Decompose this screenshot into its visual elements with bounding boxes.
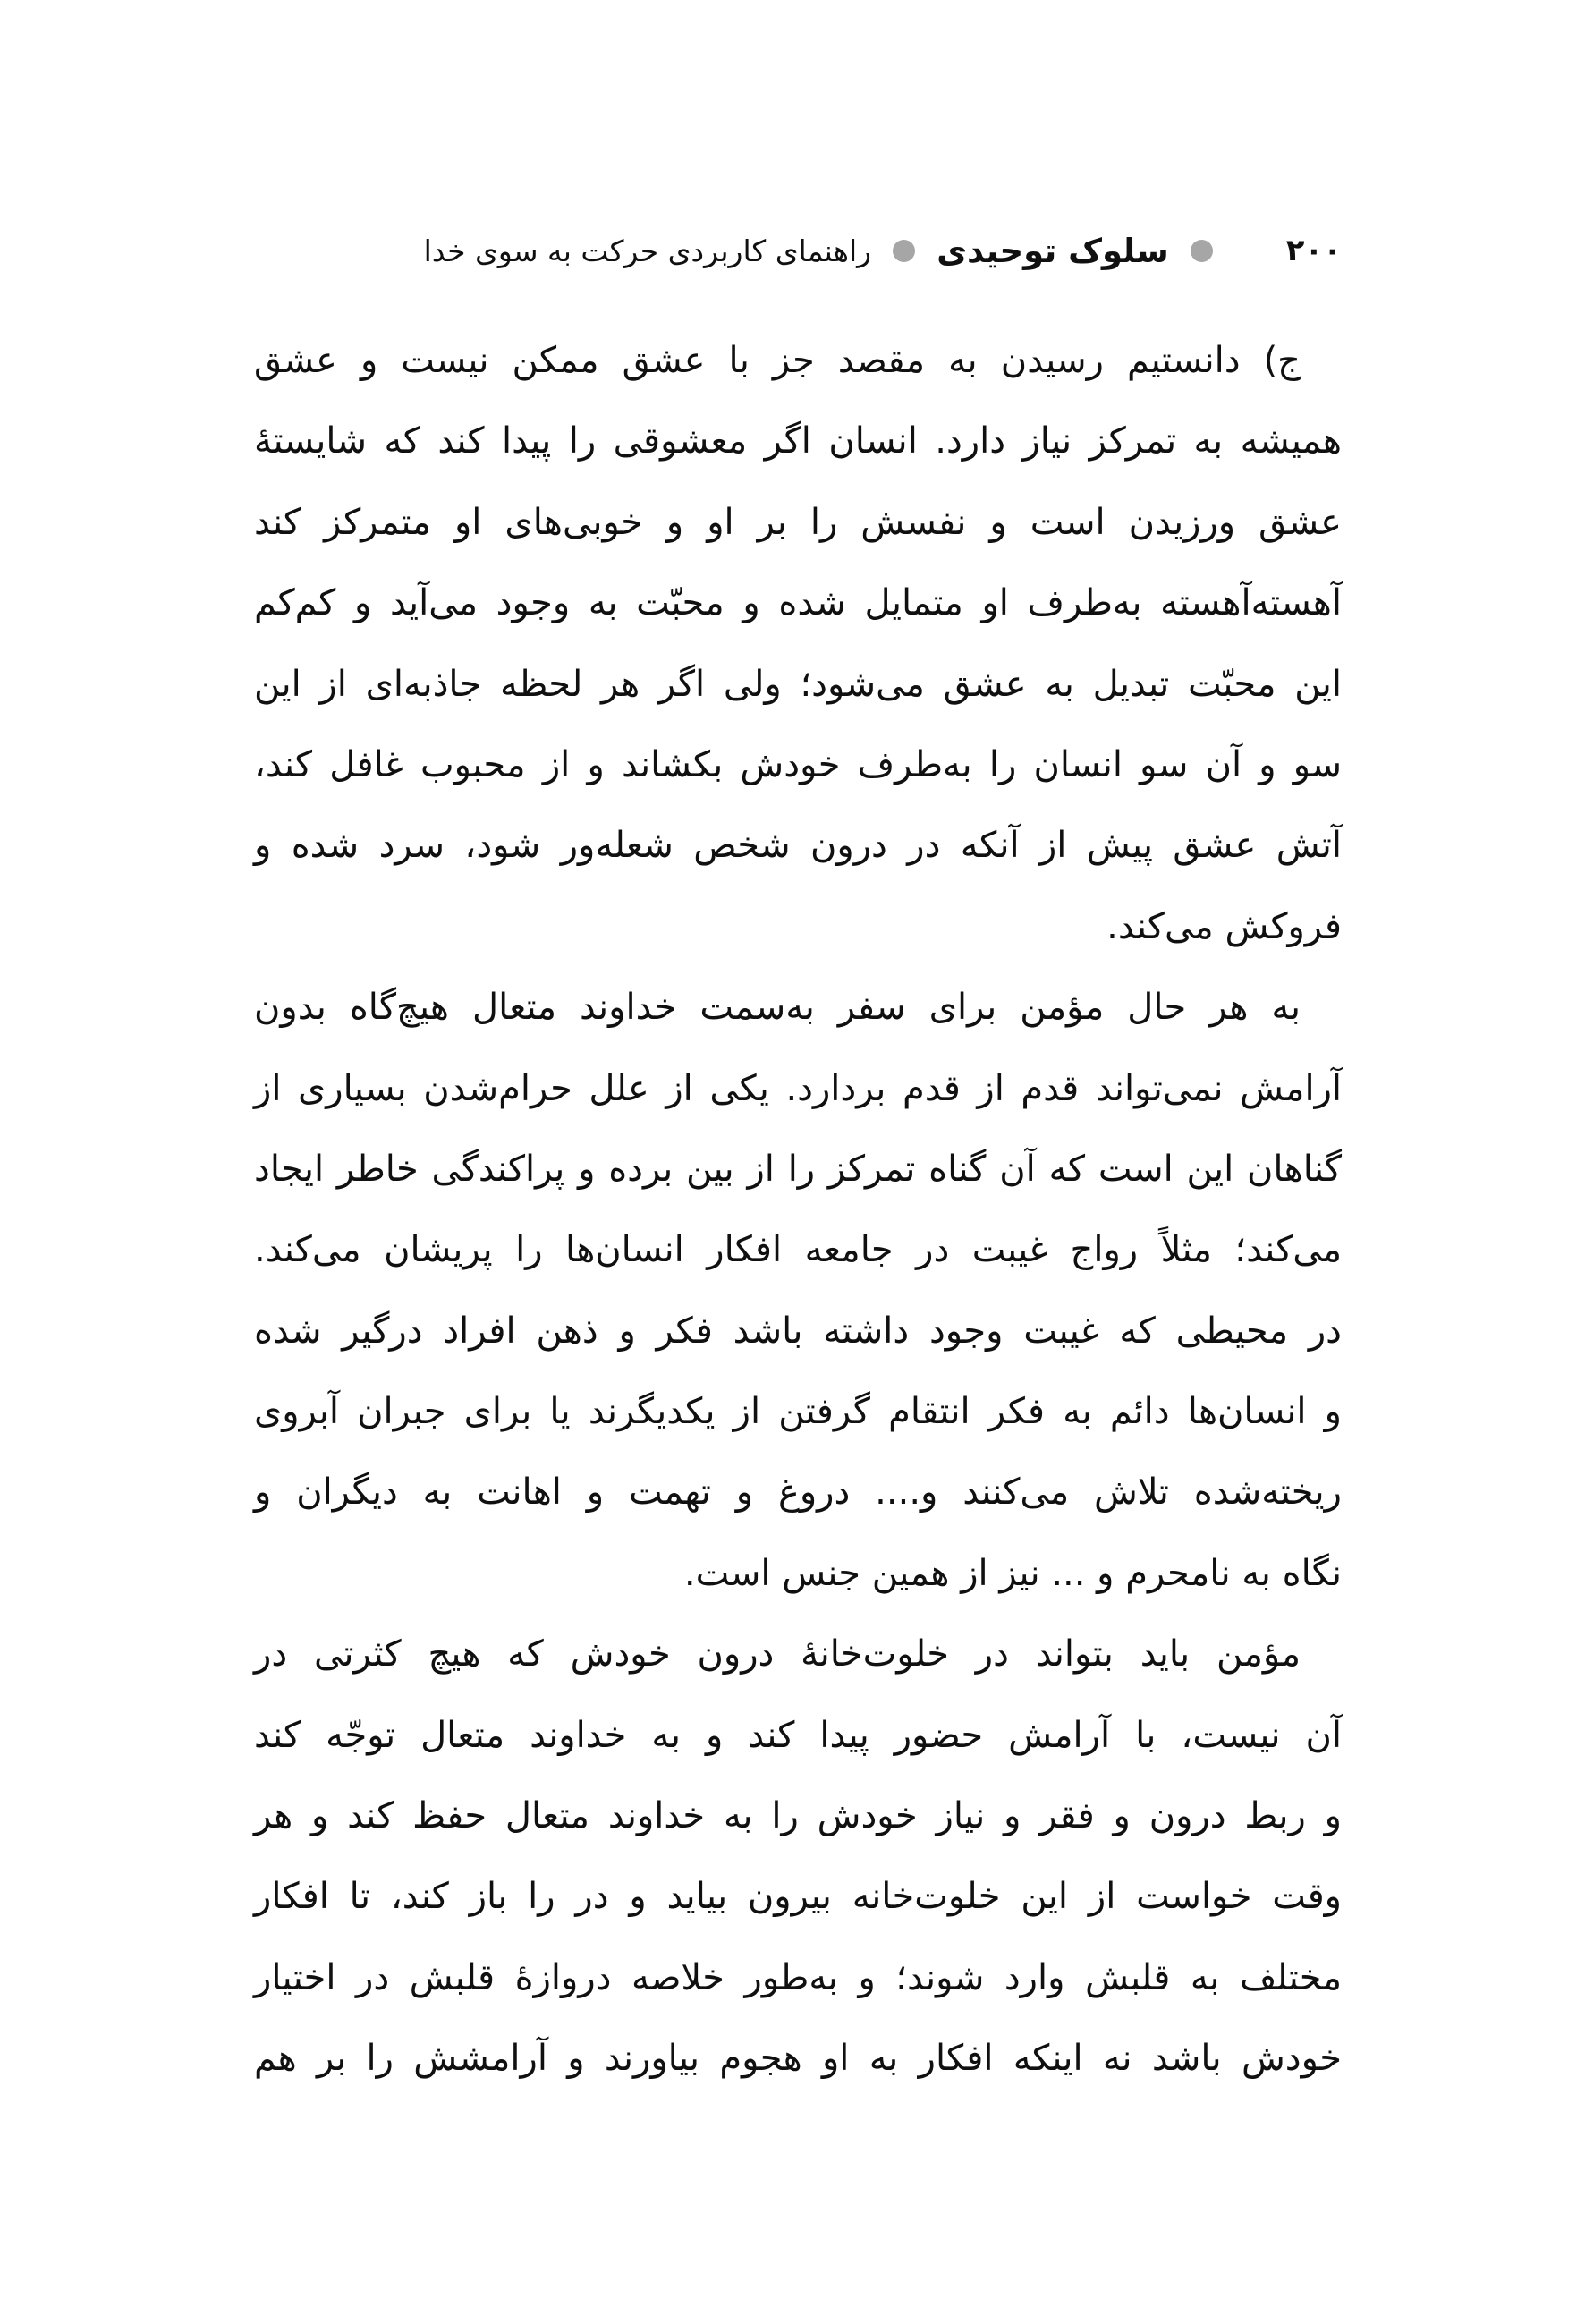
body-line: وقت خواست از این خلوت‌خانه بیرون بیاید و در را باز کند، تا افکار — [254, 1876, 1342, 1918]
body-line: این محبّت تبدیل به عشق می‌شود؛ ولی اگر هر لحظه جاذبه‌ای از این — [254, 663, 1342, 705]
body-line: ریخته‌شده تلاش می‌کنند و.... دروغ و تهمت و اهانت به دیگران و — [254, 1472, 1342, 1514]
body-line: خودش باشد نه اینکه افکار به او هجوم بیاورند و آرامشش را بر هم — [254, 2038, 1342, 2080]
body-line: آتش عشق پیش از آنکه در درون شخص شعله‌ور شود، سرد شده و — [254, 825, 1342, 867]
body-line: می‌کند؛ مثلاً رواج غیبت در جامعه افکار انسان‌ها را پریشان می‌کند. — [254, 1229, 1342, 1271]
body-line: ج) دانستیم رسیدن به مقصد جز با عشق ممکن نیست و عشق — [254, 340, 1301, 381]
book-title: سلوک توحیدی — [937, 231, 1169, 270]
body-line: فروکش می‌کند. — [1106, 905, 1342, 947]
body-line: همیشه به تمرکز نیاز دارد. انسان اگر معشوقی را پیدا کند که شایستهٔ — [254, 420, 1342, 462]
body-line: آن نیست، با آرامش حضور پیدا کند و به خداوند متعال توجّه کند — [254, 1714, 1342, 1756]
body-line: و ربط درون و فقر و نیاز خودش را به خداوند متعال حفظ کند و هر — [254, 1795, 1342, 1837]
body-line: سو و آن سو انسان را به‌طرف خودش بکشاند و از محبوب غافل کند، — [254, 743, 1342, 785]
paragraph-1 — [254, 320, 1342, 967]
separator-bullet-icon — [893, 240, 915, 262]
body-line: مختلف به قلبش وارد شوند؛ و به‌طور خلاصه دروازهٔ قلبش در اختیار — [254, 1956, 1342, 1998]
paragraph-3 — [254, 1614, 1342, 2099]
separator-bullet-icon — [1191, 240, 1213, 262]
body-line: آهسته‌آهسته به‌طرف او متمایل شده و محبّت به وجود می‌آید و کم‌کم — [254, 582, 1342, 624]
body-line: نگاه به نامحرم و ... نیز از همین جنس است. — [683, 1552, 1342, 1594]
body-line: مؤمن باید بتواند در خلوت‌خانهٔ درون خودش که هیچ کثرتی در — [254, 1633, 1301, 1675]
body-line: آرامش نمی‌تواند قدم از قدم بردارد. یکی از علل حرام‌شدن بسیاری از — [254, 1067, 1342, 1109]
body-line: به هر حال مؤمن برای سفر به‌سمت خداوند متعال هیچ‌گاه بدون — [254, 987, 1301, 1029]
page-number: ۲۰۰ — [1285, 233, 1342, 268]
chapter-title: راهنمای کاربردی حرکت به سوی خدا — [423, 233, 872, 268]
page-header — [243, 215, 1342, 286]
paragraph-2 — [254, 967, 1342, 1614]
body-text — [254, 320, 1342, 2099]
body-line: در محیطی که غیبت وجود داشته باشد فکر و ذهن افراد درگیر شده — [254, 1310, 1342, 1352]
body-line: عشق ورزیدن است و نفسش را بر او و خوبی‌های او متمرکز کند — [254, 501, 1342, 543]
body-line: گناهان این است که آن گناه تمرکز را از بین برده و پراکندگی خاطر ایجاد — [254, 1148, 1342, 1190]
body-line: و انسان‌ها دائم به فکر انتقام گرفتن از یکدیگرند یا برای جبران آبروی — [254, 1391, 1342, 1433]
